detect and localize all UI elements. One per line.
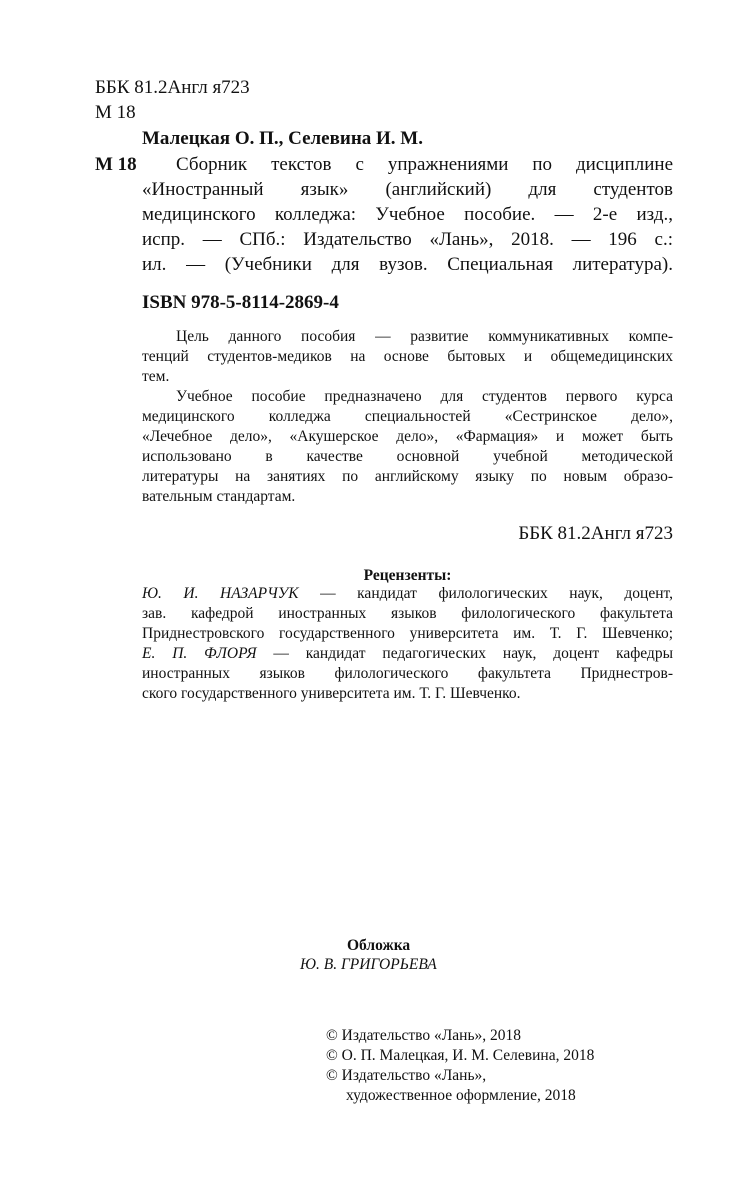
- annotation-line: «Лечебное дело», «Акушерское дело», «Фармация» и может быть: [142, 428, 673, 445]
- annotation-line: Цель данного пособия — развитие коммуникативных компе-: [176, 328, 673, 345]
- isbn: ISBN 978-5-8114-2869-4: [142, 292, 339, 313]
- annotation: [142, 327, 673, 507]
- entry-line: ил. — (Учебники для вузов. Специальная литература).: [142, 254, 673, 275]
- authors: Малецкая О. П., Селевина И. М.: [142, 128, 423, 149]
- annotation-line: тем.: [142, 368, 170, 385]
- reviewer-line: Е. П. ФЛОРЯ — кандидат педагогических наук, доцент кафедры: [142, 645, 673, 662]
- reviewer-line: иностранных языков филологического факультета Приднестров-: [142, 665, 673, 682]
- cover-title: Обложка: [347, 937, 411, 954]
- annotation-line: использовано в качестве основной учебной методической: [142, 448, 673, 465]
- bbk-index-right: ББК 81.2Англ я723: [518, 523, 673, 544]
- annotation-line: тенций студентов-медиков на основе бытовых и общемедицинских: [142, 348, 673, 365]
- entry-sign: М 18: [95, 154, 137, 175]
- entry-line: «Иностранный язык» (английский) для студентов: [142, 179, 673, 200]
- copyright-line: © Издательство «Лань»,: [326, 1067, 487, 1084]
- entry-line: испр. — СПб.: Издательство «Лань», 2018. — 196 с.:: [142, 229, 673, 250]
- cover-designer: Ю. В. ГРИГОРЬЕВА: [300, 956, 437, 973]
- bbk-index: ББК 81.2Англ я723: [95, 77, 250, 98]
- bibliographic-entry: [142, 152, 673, 277]
- reviewer-line: зав. кафедрой иностранных языков филологического факультета: [142, 605, 673, 622]
- annotation-line: вательным стандартам.: [142, 488, 296, 505]
- reviewer-name: Ю. И. НАЗАРЧУК: [142, 585, 299, 602]
- entry-line: Сборник текстов с упражнениями по дисциплине: [176, 154, 673, 175]
- copyright-line: © Издательство «Лань», 2018: [326, 1027, 522, 1044]
- copyright-line: художественное оформление, 2018: [346, 1087, 576, 1104]
- entry-line: медицинского колледжа: Учебное пособие. — 2-е изд.,: [142, 204, 673, 225]
- copyright-block: [326, 1026, 594, 1106]
- reviewer-line: ского государственного университета им. Т. Г. Шевченко.: [142, 685, 521, 702]
- reviewers-title: Рецензенты:: [363, 567, 452, 584]
- reviewers: [142, 584, 673, 704]
- copyright-line: © О. П. Малецкая, И. М. Селевина, 2018: [326, 1047, 595, 1064]
- annotation-line: Учебное пособие предназначено для студентов первого курса: [176, 388, 673, 405]
- reviewer-name: Е. П. ФЛОРЯ: [142, 645, 257, 662]
- reviewer-line: Приднестровского государственного университета им. Т. Г. Шевченко;: [142, 625, 673, 642]
- reviewer-line: Ю. И. НАЗАРЧУК — кандидат филологических наук, доцент,: [142, 585, 673, 602]
- author-sign: М 18: [95, 102, 136, 123]
- annotation-line: литературы на занятиях по английскому языку по новым образо-: [142, 468, 673, 485]
- annotation-line: медицинского колледжа специальностей «Сестринское дело»,: [142, 408, 673, 425]
